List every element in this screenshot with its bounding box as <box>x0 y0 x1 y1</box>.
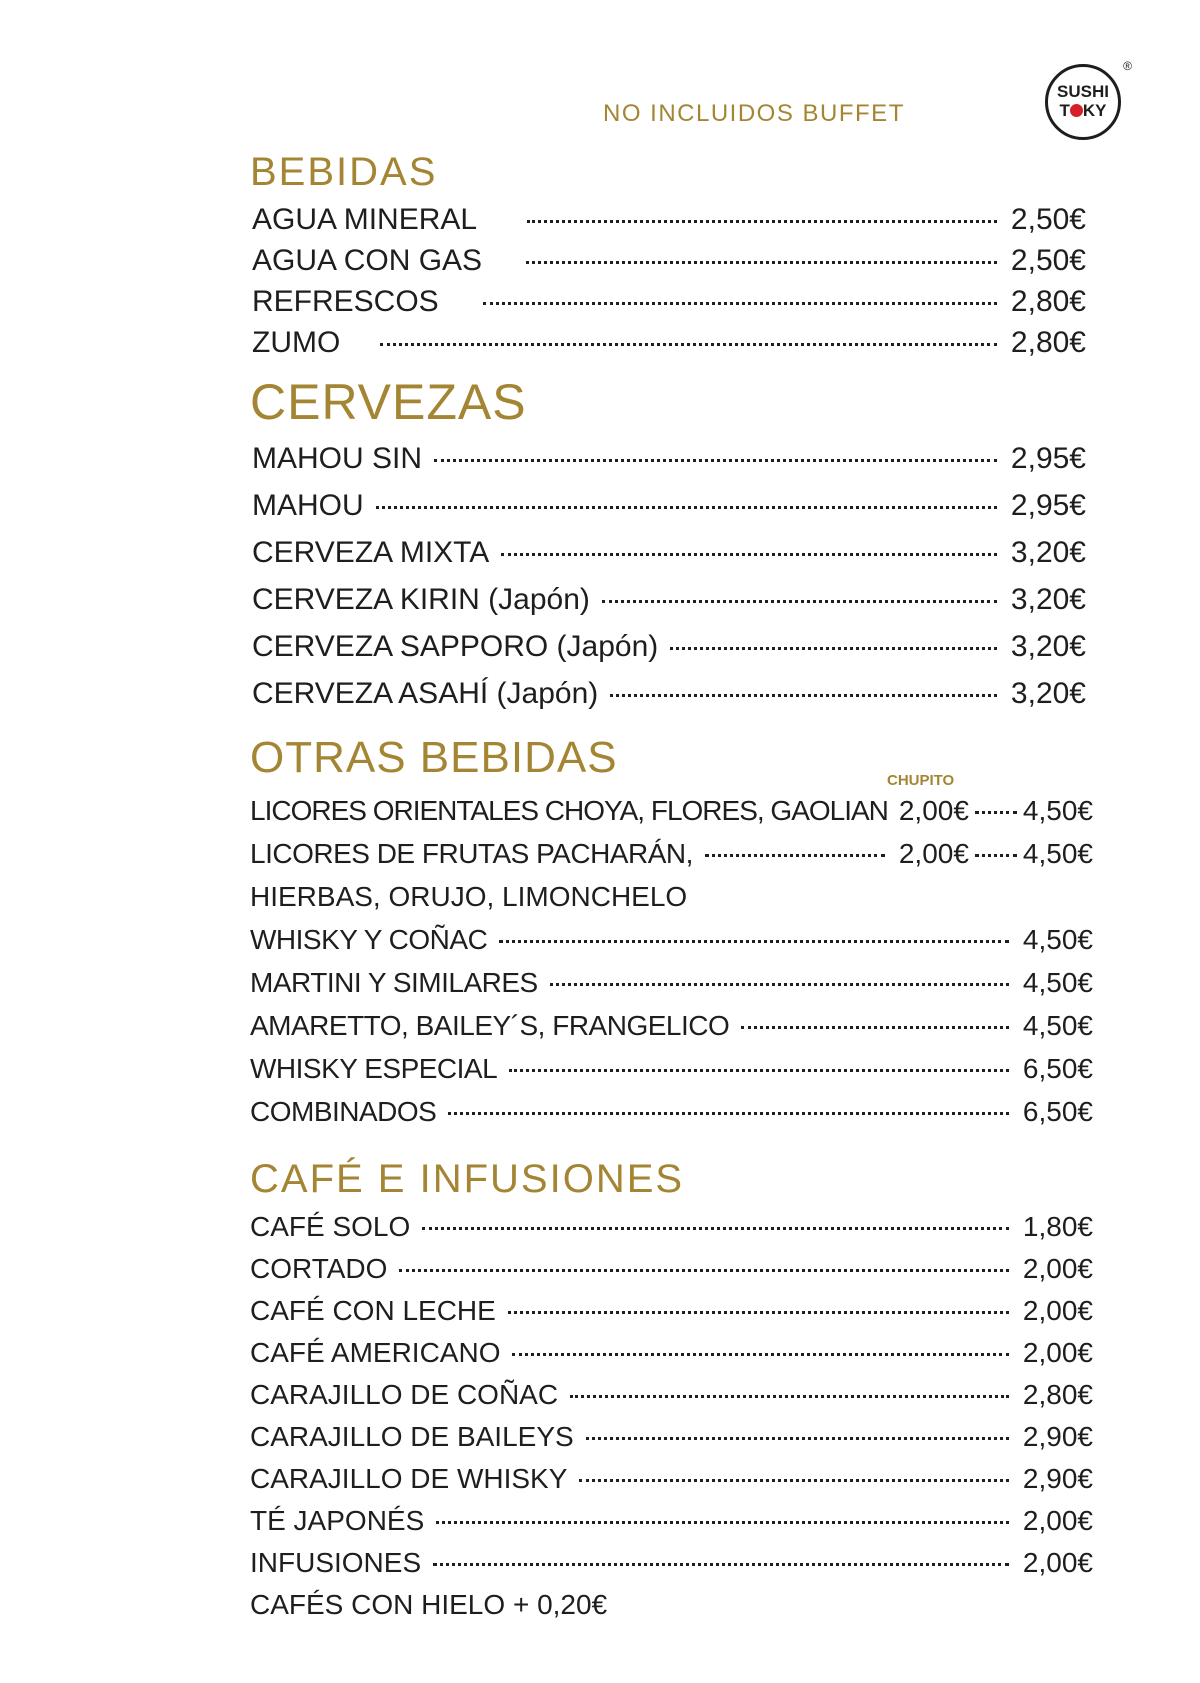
item-name: AGUA CON GAS <box>252 244 483 277</box>
dot-leader <box>434 459 997 462</box>
dot-leader <box>499 940 1009 943</box>
item-price: 2,90€ <box>1022 1421 1093 1452</box>
item-name: AGUA MINERAL <box>252 203 478 236</box>
item-name: CAFÉ AMERICANO <box>250 1337 501 1368</box>
dot-leader <box>610 694 997 697</box>
menu-item <box>252 630 1086 664</box>
menu-item <box>250 1211 1093 1243</box>
logo-letters-ky: KY <box>1082 101 1107 120</box>
item-name: CAFÉ SOLO <box>250 1211 411 1242</box>
dot-leader <box>670 647 997 650</box>
licores-frutas-continuation: HIERBAS, ORUJO, LIMONCHELO <box>250 881 688 912</box>
item-name: MAHOU <box>252 489 364 522</box>
menu-item <box>250 1253 1093 1285</box>
item-name: CERVEZA SAPPORO (Japón) <box>252 630 659 663</box>
item-name: REFRESCOS <box>252 285 439 318</box>
section-title-cervezas: CERVEZAS <box>250 374 527 430</box>
menu-item <box>252 536 1086 570</box>
menu-item <box>250 1379 1093 1411</box>
dot-leader <box>380 343 997 346</box>
dot-leader <box>376 506 997 509</box>
menu-item <box>250 1010 1093 1042</box>
dot-leader <box>579 1479 1009 1482</box>
item-name: LICORES ORIENTALES CHOYA, FLORES, GAOLIAN <box>250 795 888 826</box>
item-name: INFUSIONES <box>250 1547 422 1578</box>
item-price: 2,80€ <box>1010 326 1086 359</box>
item-name: MAHOU SIN <box>252 442 423 475</box>
menu-item <box>252 285 1086 319</box>
item-name: CERVEZA KIRIN (Japón) <box>252 583 590 616</box>
registered-mark: ® <box>1123 59 1132 73</box>
item-chupito-price: 2,00€ <box>898 838 969 869</box>
dot-leader <box>483 302 997 305</box>
menu-item <box>250 1463 1093 1495</box>
item-name: MARTINI Y SIMILARES <box>250 967 538 998</box>
menu-item <box>250 1421 1093 1453</box>
logo-letter-t: T <box>1059 101 1070 120</box>
item-price: 2,50€ <box>1010 203 1086 236</box>
dot-leader <box>586 1437 1009 1440</box>
item-price: 1,80€ <box>1022 1211 1093 1242</box>
sushi-tokyo-logo <box>1045 59 1132 140</box>
item-price: 2,00€ <box>1022 1295 1093 1326</box>
item-price: 2,80€ <box>1010 285 1086 318</box>
dot-leader <box>512 1353 1008 1356</box>
dot-leader <box>570 1395 1009 1398</box>
item-price: 2,90€ <box>1022 1463 1093 1494</box>
item-name: CARAJILLO DE BAILEYS <box>250 1421 574 1452</box>
dot-leader <box>433 1563 1009 1566</box>
menu-item <box>250 1547 1093 1579</box>
menu-item <box>250 967 1093 999</box>
menu-item <box>250 1337 1093 1369</box>
menu-item <box>250 1096 1093 1128</box>
item-name: COMBINADOS <box>250 1096 437 1127</box>
item-name: WHISKY ESPECIAL <box>250 1053 498 1084</box>
item-price: 4,50€ <box>1022 967 1093 998</box>
item-price: 4,50€ <box>1022 924 1093 955</box>
item-name: CARAJILLO DE COÑAC <box>250 1379 559 1410</box>
chupito-column-label: CHUPITO <box>887 772 955 789</box>
section-title-bebidas: BEBIDAS <box>250 150 438 194</box>
item-name: WHISKY Y COÑAC <box>250 924 488 955</box>
dot-leader <box>501 553 997 556</box>
menu-item <box>252 583 1086 617</box>
item-price: 6,50€ <box>1022 1096 1093 1127</box>
menu-item <box>252 677 1086 711</box>
dot-leader <box>436 1521 1009 1524</box>
item-price: 6,50€ <box>1022 1053 1093 1084</box>
menu-item <box>252 489 1086 523</box>
section-title-cafe: CAFÉ E INFUSIONES <box>250 1157 685 1201</box>
item-name: CERVEZA MIXTA <box>252 536 490 569</box>
item-price: 2,80€ <box>1022 1379 1093 1410</box>
item-name: TÉ JAPONÉS <box>250 1505 425 1536</box>
item-price: 2,95€ <box>1010 442 1086 475</box>
item-price: 2,00€ <box>1022 1337 1093 1368</box>
dot-leader <box>705 854 885 857</box>
item-price: 4,50€ <box>1022 838 1093 869</box>
menu-item <box>252 326 1086 360</box>
item-chupito-price: 2,00€ <box>898 795 969 826</box>
menu-item <box>252 203 1086 237</box>
dot-leader <box>550 983 1009 986</box>
item-price: 2,50€ <box>1010 244 1086 277</box>
item-name: LICORES DE FRUTAS PACHARÁN, <box>250 838 693 869</box>
dot-leader <box>399 1269 1009 1272</box>
menu-item <box>250 1053 1093 1085</box>
dot-leader <box>526 261 997 264</box>
item-price: 2,00€ <box>1022 1505 1093 1536</box>
item-price: 2,95€ <box>1010 489 1086 522</box>
item-name: CERVEZA ASAHÍ (Japón) <box>252 677 599 710</box>
item-price: 3,20€ <box>1010 630 1086 663</box>
dot-leader <box>975 854 1017 857</box>
item-price: 3,20€ <box>1010 677 1086 710</box>
item-price: 2,00€ <box>1022 1547 1093 1578</box>
menu-item-licores-orientales <box>250 795 1093 827</box>
dot-leader <box>602 600 997 603</box>
header-label: NO INCLUIDOS BUFFET <box>603 100 905 127</box>
dot-leader <box>527 220 997 223</box>
item-price: 4,50€ <box>1022 1010 1093 1041</box>
item-price: 3,20€ <box>1010 536 1086 569</box>
dot-leader <box>508 1311 1009 1314</box>
section-title-otras-bebidas: OTRAS BEBIDAS <box>250 733 618 782</box>
dot-leader <box>448 1112 1009 1115</box>
item-name: AMARETTO, BAILEY´S, FRANGELICO <box>250 1010 730 1041</box>
menu-item-licores-frutas <box>250 838 1093 870</box>
menu-item <box>252 244 1086 278</box>
menu-item <box>250 924 1093 956</box>
dot-leader <box>741 1026 1009 1029</box>
iced-coffee-note: CAFÉS CON HIELO + 0,20€ <box>250 1589 608 1620</box>
item-price: 3,20€ <box>1010 583 1086 616</box>
dot-leader <box>975 811 1017 814</box>
menu-item <box>250 1295 1093 1327</box>
item-name: ZUMO <box>252 326 341 359</box>
dot-leader <box>509 1069 1009 1072</box>
item-name: CARAJILLO DE WHISKY <box>250 1463 568 1494</box>
logo-line-2 <box>1048 101 1118 120</box>
red-dot-icon <box>1070 104 1083 117</box>
dot-leader <box>422 1227 1009 1230</box>
item-price: 2,00€ <box>1022 1253 1093 1284</box>
menu-item <box>250 1505 1093 1537</box>
menu-item <box>252 442 1086 476</box>
item-price: 4,50€ <box>1022 795 1093 826</box>
item-name: CAFÉ CON LECHE <box>250 1295 496 1326</box>
logo-line-1: SUSHI <box>1057 82 1109 101</box>
item-name: CORTADO <box>250 1253 388 1284</box>
